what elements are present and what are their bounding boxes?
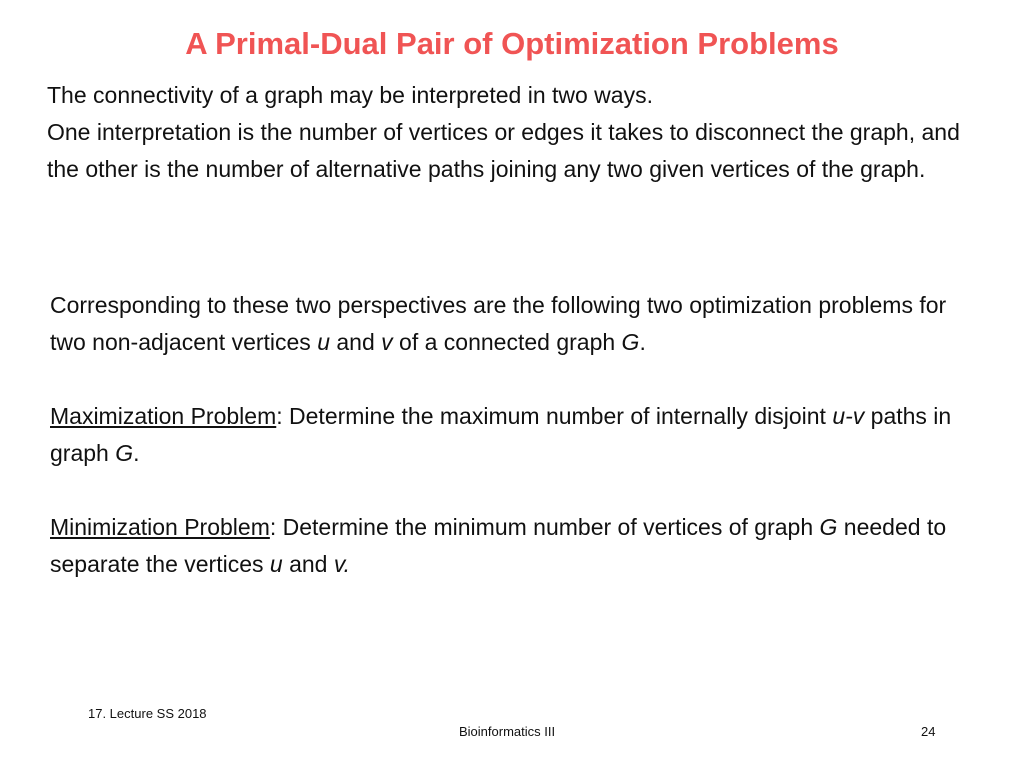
slide-title: A Primal-Dual Pair of Optimization Problems xyxy=(185,26,839,61)
vertex-v: v xyxy=(381,329,393,355)
vertex-u: u xyxy=(317,329,330,355)
intro-line-2: One interpretation is the number of vertices or edges it takes to disconnect the graph, and the other is the number of alternative paths joining any two given vertices of the graph. xyxy=(47,119,960,182)
spacer xyxy=(50,361,970,398)
vertex-v: v. xyxy=(333,551,351,577)
perspectives-text-2: of a connected graph xyxy=(392,329,622,355)
footer-course: Bioinformatics III xyxy=(459,724,556,739)
maximization-text: : Determine the maximum number of internally disjoint xyxy=(276,403,833,429)
perspectives-and: and xyxy=(330,329,382,355)
footer-lecture: 17. Lecture SS 2018 xyxy=(88,706,207,721)
minimization-text: : Determine the minimum number of vertices of graph xyxy=(269,514,820,540)
minimization-label: Minimization Problem xyxy=(50,514,270,540)
maximization-text-2: paths in graph xyxy=(50,403,952,466)
minimization-text-2: needed to separate the vertices xyxy=(50,514,947,577)
footer-page-number: 24 xyxy=(921,724,936,739)
perspectives-paragraph xyxy=(50,287,970,361)
minimization-paragraph xyxy=(50,509,970,583)
uv-paths: u-v xyxy=(832,403,865,429)
spacer xyxy=(50,472,970,509)
perspectives-end: . xyxy=(639,329,646,355)
maximization-label: Maximization Problem xyxy=(50,403,277,429)
intro-line-1: The connectivity of a graph may be interpreted in two ways. xyxy=(47,82,653,108)
maximization-paragraph xyxy=(50,398,970,472)
vertex-u: u xyxy=(269,551,283,577)
maximization-end: . xyxy=(133,440,140,466)
graph-g: G xyxy=(115,440,134,466)
perspectives-text: Corresponding to these two perspectives are the following two optimization problems for two non-adjacent vertices xyxy=(50,292,947,355)
graph-g: G xyxy=(621,329,640,355)
intro-paragraph xyxy=(47,77,987,188)
graph-g: G xyxy=(819,514,838,540)
minimization-and: and xyxy=(282,551,334,577)
problems-section xyxy=(50,287,970,583)
